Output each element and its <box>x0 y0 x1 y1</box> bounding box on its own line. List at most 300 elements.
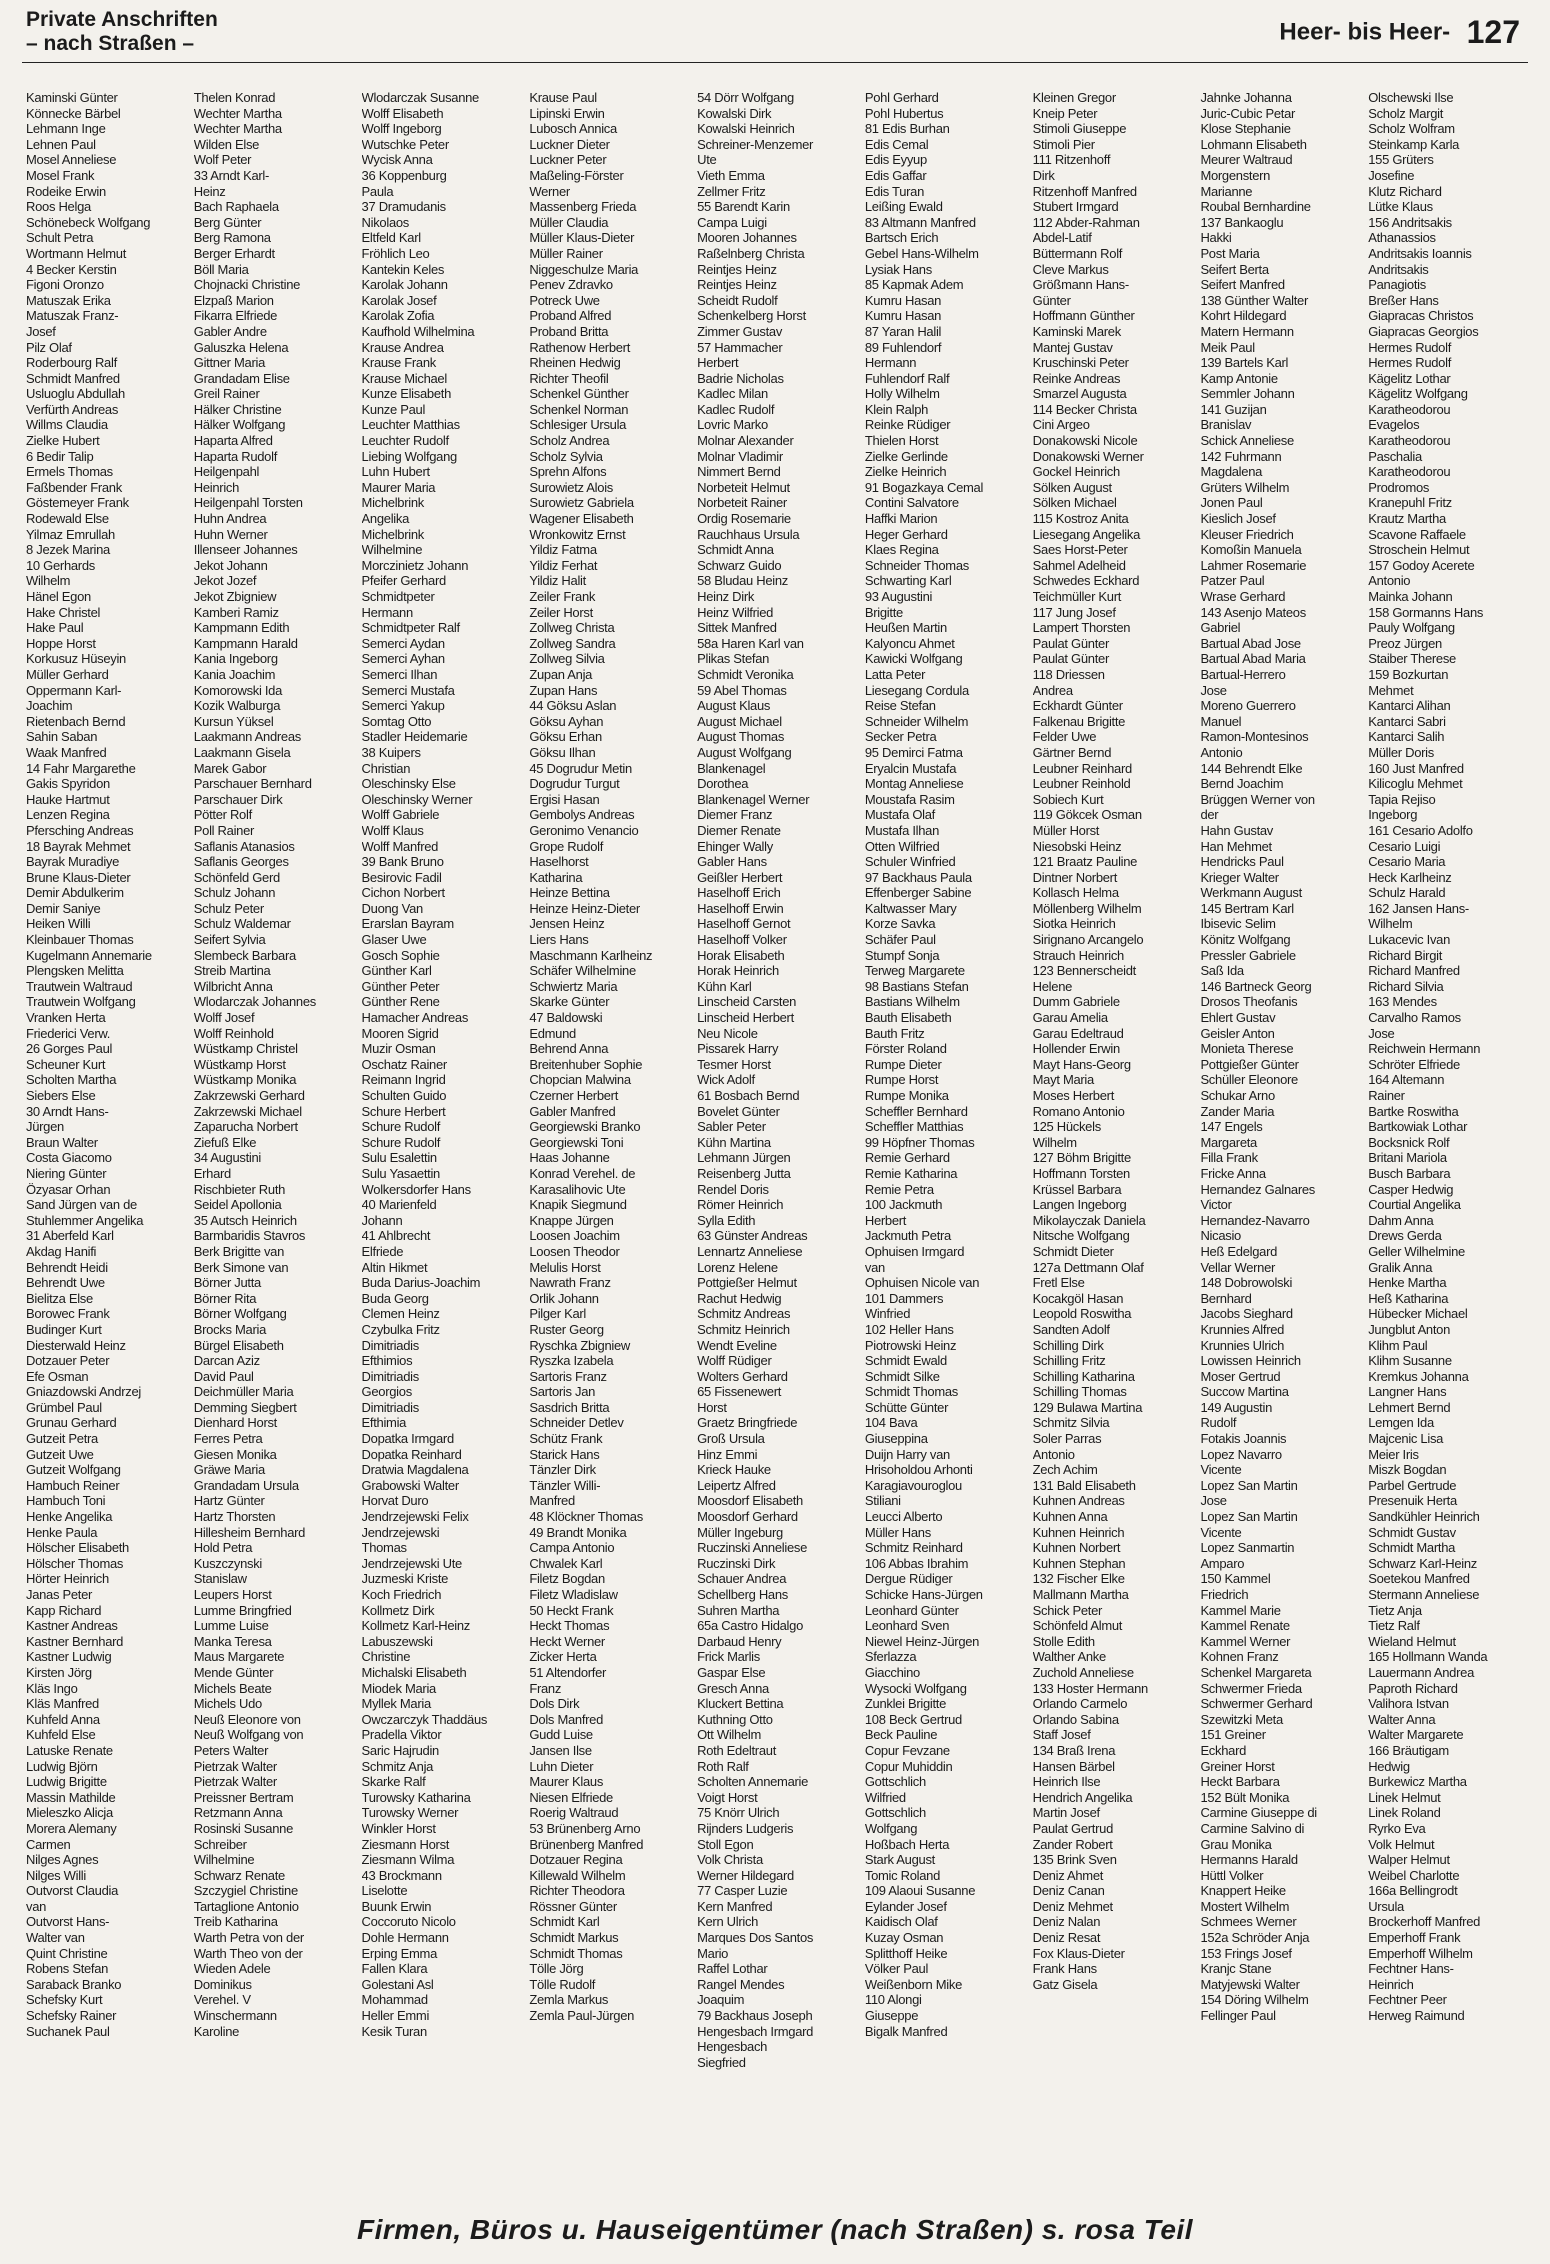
address-entry: Trautwein Wolfgang <box>26 994 136 1010</box>
address-entry: Schmidt Thomas <box>529 1945 623 1961</box>
address-entry: Lütke Klaus <box>1368 199 1433 215</box>
address-entry: Rendel Doris <box>697 1181 769 1197</box>
address-entry: Leipertz Alfred <box>697 1477 776 1493</box>
address-entry: Poll Rainer <box>193 822 255 838</box>
address-entry: Ibisevic Selim <box>1200 916 1276 932</box>
address-entry: Linek Helmut <box>1368 1789 1441 1805</box>
address-entry: Kranjc Stane <box>1200 1961 1272 1977</box>
address-entry: Kowalski Heinrich <box>697 121 795 137</box>
address-entry: Gniazdowski Andrzej <box>26 1384 141 1400</box>
address-entry: Müller Rainer <box>529 245 603 261</box>
address-entry: Stadler Heidemarie <box>361 729 468 745</box>
address-entry: 150 Kammel <box>1200 1571 1271 1587</box>
address-entry: Lowissen Heinrich <box>1200 1353 1301 1369</box>
address-entry: Schwermer Gerhard <box>1200 1696 1313 1712</box>
address-entry: 137 Bankaoglu <box>1200 214 1284 230</box>
address-entry: Seifert Sylvia <box>193 932 266 948</box>
address-entry: Knappe Jürgen <box>529 1212 614 1228</box>
address-entry: Georgios <box>361 1384 412 1400</box>
address-entry: Wutschke Peter <box>361 136 449 152</box>
address-entry: Niggeschulze Maria <box>529 261 639 277</box>
address-entry: Zemla Markus <box>529 1992 609 2008</box>
address-entry: Heiken Willi <box>26 916 91 932</box>
address-entry: Ruster Georg <box>529 1321 604 1337</box>
address-entry: Berk Simone van <box>193 1259 289 1275</box>
address-entry: Schwarting Karl <box>864 573 952 589</box>
address-entry: Klein Ralph <box>864 401 929 417</box>
address-entry: Graetz Bringfriede <box>697 1415 798 1431</box>
address-entry: Outvorst Hans- <box>26 1914 110 1930</box>
address-entry: Wolff Klaus <box>361 822 424 838</box>
address-entry: Leißing Ewald <box>864 199 943 215</box>
address-entry: Paulat Günter <box>1032 651 1109 667</box>
address-entry: 39 Bank Bruno <box>361 854 444 870</box>
address-entry: 10 Gerhards <box>26 557 95 573</box>
address-entry: Hillesheim Bernhard <box>193 1524 306 1540</box>
address-entry: Schick Anneliese <box>1200 433 1294 449</box>
address-entry: Wolff Elisabeth <box>361 105 444 121</box>
address-entry: August Klaus <box>697 698 771 714</box>
address-entry: Konrad Verehel. de <box>529 1165 636 1181</box>
address-entry: Turowsky Katharina <box>361 1789 471 1805</box>
address-entry: Zimmer Gustav <box>697 323 783 339</box>
address-entry: Tölle Rudolf <box>529 1976 596 1992</box>
address-column-5 <box>697 90 855 2192</box>
address-entry: Maurer Maria <box>361 479 436 495</box>
address-entry: Scholz Wolfram <box>1368 121 1455 137</box>
address-entry: Börner Jutta <box>193 1275 261 1291</box>
address-entry: Rainer <box>1368 1088 1405 1103</box>
address-entry: Reise Stefan <box>864 698 936 714</box>
address-entry: Schulz Johann <box>193 885 276 901</box>
address-entry: Roderbourg Ralf <box>26 355 117 371</box>
address-entry: Nimmert Bernd <box>697 464 781 480</box>
address-entry: Kohnen Franz <box>1200 1649 1279 1665</box>
address-entry: Dratwia Magdalena <box>361 1462 469 1478</box>
address-entry: Copur Fevzane <box>864 1742 950 1758</box>
address-entry: Costa Giacomo <box>26 1150 112 1166</box>
address-entry: 166a Bellingrodt <box>1368 1883 1458 1899</box>
address-entry: Brune Klaus-Dieter <box>26 869 131 885</box>
address-entry: Reimann Ingrid <box>361 1072 446 1088</box>
address-entry: Gresch Anna <box>697 1680 769 1696</box>
address-entry: Dogrudur Turgut <box>529 776 620 792</box>
address-entry: Siotka Heinrich <box>1032 916 1116 932</box>
address-entry: Könnecke Bärbel <box>26 105 121 121</box>
address-entry: Scholten Annemarie <box>697 1774 809 1790</box>
address-entry: Ursula <box>1368 1898 1404 1914</box>
page-header <box>0 0 1550 84</box>
address-entry: Bauth Fritz <box>864 1025 925 1041</box>
address-entry: Kalyoncu Ahmet <box>864 635 955 651</box>
address-entry: Saes Horst-Peter <box>1032 542 1128 558</box>
address-entry: Moser Gertrud <box>1200 1368 1281 1384</box>
address-entry: Seidel Apollonia <box>193 1197 282 1213</box>
address-entry: Heinze Bettina <box>529 885 610 901</box>
address-entry: Campa Luigi <box>697 214 767 230</box>
address-entry: 36 Koppenburg <box>361 167 447 183</box>
address-entry: Tietz Anja <box>1368 1602 1422 1618</box>
address-entry: Bayrak Muradiye <box>26 854 120 870</box>
address-entry: Figoni Oronzo <box>26 277 104 293</box>
address-entry: Ergisi Hasan <box>529 791 600 807</box>
address-entry: Klihm Susanne <box>1368 1353 1452 1369</box>
address-entry: Streib Martina <box>193 963 271 979</box>
address-entry: Tartaglione Antonio <box>193 1898 299 1914</box>
address-entry: Peters Walter <box>193 1742 269 1758</box>
address-entry: Göksu Ayhan <box>529 713 604 729</box>
address-entry: Darbaud Henry <box>697 1633 782 1649</box>
address-entry: 132 Fischer Elke <box>1032 1571 1125 1587</box>
address-entry: Gockel Heinrich <box>1032 464 1120 480</box>
address-entry: 87 Yaran Halil <box>864 323 942 339</box>
address-entry: Luckner Peter <box>529 152 607 168</box>
address-entry: Langner Hans <box>1368 1384 1447 1400</box>
address-entry: 156 Andritsakis <box>1368 214 1452 230</box>
address-entry: Hoppe Horst <box>26 635 96 651</box>
address-entry: Wilhelm <box>1368 916 1413 932</box>
address-entry: Schmitz Silvia <box>1032 1415 1110 1431</box>
address-entry: Andritsakis <box>1368 261 1429 277</box>
address-entry: Lennartz Anneliese <box>697 1243 803 1259</box>
address-entry: Dols Manfred <box>529 1711 604 1727</box>
address-entry: Barmbaridis Stavros <box>193 1228 306 1244</box>
address-entry: Sahin Saban <box>26 729 98 745</box>
address-entry: Jackmuth Petra <box>864 1228 951 1244</box>
address-entry: Ott Wilhelm <box>697 1727 761 1743</box>
address-entry: Kollasch Helma <box>1032 885 1119 901</box>
address-entry: Erping Emma <box>361 1945 437 1961</box>
address-entry: Reinke Andreas <box>1032 370 1121 386</box>
address-entry: Efthimios <box>361 1353 413 1369</box>
address-entry: Grope Rudolf <box>529 838 604 854</box>
address-entry: Berg Ramona <box>193 230 271 246</box>
address-entry: Kowalski Dirk <box>697 105 772 121</box>
address-entry: Jungblut Anton <box>1368 1321 1451 1337</box>
address-entry: Paulat Günter <box>1032 635 1109 651</box>
address-entry: Latuske Renate <box>26 1742 113 1758</box>
address-entry: Liesegang Cordula <box>864 682 969 698</box>
address-column-2 <box>194 90 352 2192</box>
address-entry: Carmine Giuseppe di <box>1200 1805 1317 1821</box>
address-entry: Sölken August <box>1032 479 1112 495</box>
address-entry: Sirignano Arcangelo <box>1032 932 1144 948</box>
address-entry: Jose <box>1368 1025 1395 1041</box>
address-entry: Wilhelmine <box>193 1852 255 1868</box>
address-entry: Lumme Luise <box>193 1618 269 1634</box>
address-entry: Mosel Frank <box>26 167 95 183</box>
address-entry: Tesmer Horst <box>697 1056 771 1072</box>
address-entry: Dahm Anna <box>1368 1212 1434 1228</box>
address-entry: Ermels Thomas <box>26 464 113 480</box>
address-entry: Schult Petra <box>26 230 94 246</box>
address-entry: Edmund <box>529 1025 576 1041</box>
address-entry: Schulz Harald <box>1368 885 1446 901</box>
address-entry: Lampert Thorsten <box>1032 620 1131 636</box>
address-entry: Saß Ida <box>1200 963 1244 979</box>
address-entry: Berg Günter <box>193 214 262 230</box>
address-entry: 98 Bastians Stefan <box>864 978 969 994</box>
address-entry: Juzmeski Kriste <box>361 1571 449 1587</box>
address-entry: Manuel <box>1200 713 1242 729</box>
address-entry: 101 Dammers <box>864 1290 944 1306</box>
address-entry: Sahmel Adelheid <box>1032 557 1126 573</box>
address-entry: Helene <box>1032 978 1073 994</box>
address-entry: Preoz Jürgen <box>1368 635 1442 651</box>
address-entry: Kläs Ingo <box>26 1680 78 1696</box>
address-entry: Breßer Hans <box>1368 292 1439 308</box>
address-entry: Kania Ingeborg <box>193 651 278 667</box>
address-entry: Hörter Heinrich <box>26 1571 109 1587</box>
address-entry: 6 Bedir Talip <box>26 448 94 464</box>
address-entry: Leonhard Sven <box>864 1618 950 1634</box>
address-entry: Warth Petra von der <box>193 1930 304 1946</box>
address-entry: Edis Eyyup <box>864 152 927 168</box>
address-entry: Schellberg Hans <box>697 1587 788 1602</box>
address-entry: Beck Pauline <box>864 1727 938 1743</box>
address-entry: Raffel Lothar <box>697 1961 768 1977</box>
address-entry: Janas Peter <box>26 1587 93 1602</box>
address-entry: Schilling Katharina <box>1032 1368 1135 1384</box>
address-entry: Kuhfeld Anna <box>26 1711 100 1727</box>
address-entry: Buda Darius-Joachim <box>361 1275 481 1291</box>
address-entry: Heilgenpahl <box>193 464 260 480</box>
address-entry: 163 Mendes <box>1368 994 1437 1010</box>
address-entry: Thelen Konrad <box>193 90 276 105</box>
address-entry: Cichon Norbert <box>361 885 445 901</box>
address-entry: Nikolaos <box>361 214 410 230</box>
address-entry: Lohmann Elisabeth <box>1200 136 1307 152</box>
address-entry: Trautwein Waltraud <box>26 978 133 994</box>
address-entry: Kamberi Ramiz <box>193 604 279 620</box>
address-entry: Christian <box>361 760 411 776</box>
address-entry: Saraback Branko <box>26 1976 122 1992</box>
address-entry: Kaidisch Olaf <box>864 1914 938 1930</box>
address-entry: Klihm Paul <box>1368 1337 1428 1353</box>
address-entry: Massenberg Frieda <box>529 199 637 215</box>
address-entry: Deniz Mehmet <box>1032 1898 1113 1914</box>
address-entry: Altin Hikmet <box>361 1259 428 1275</box>
address-entry: Jensen Heinz <box>529 916 605 932</box>
address-entry: Angelika <box>361 511 410 527</box>
address-entry: Breitenhuber Sophie <box>529 1056 643 1072</box>
address-entry: 63 Günster Andreas <box>697 1228 808 1244</box>
address-entry: Pietrzak Walter <box>193 1774 277 1790</box>
address-entry: Lehmert Bernd <box>1368 1399 1451 1415</box>
address-entry: Antonio <box>1032 1446 1075 1462</box>
address-entry: Lopez Sanmartin <box>1200 1540 1295 1556</box>
address-entry: Thielen Horst <box>864 433 939 449</box>
address-entry: Nitsche Wolfgang <box>1032 1228 1130 1244</box>
address-entry: 143 Asenjo Mateos <box>1200 604 1306 620</box>
address-entry: Heilgenpahl Torsten <box>193 495 303 511</box>
address-entry: Lemgen Ida <box>1368 1415 1434 1431</box>
address-entry: Kägelitz Wolfgang <box>1368 386 1468 402</box>
address-entry: Schmidtpeter Ralf <box>361 620 460 636</box>
address-entry: Schröter Elfriede <box>1368 1056 1460 1072</box>
address-entry: Ehinger Wally <box>697 838 773 854</box>
address-entry: Stimoli Giuseppe <box>1032 121 1127 137</box>
address-entry: Büttermann Rolf <box>1032 245 1123 261</box>
address-entry: Lipinski Erwin <box>529 105 605 121</box>
address-entry: Pottgießer Günter <box>1200 1056 1299 1072</box>
address-entry: Eylander Josef <box>864 1898 947 1914</box>
address-entry: Dimitriadis <box>361 1399 419 1415</box>
address-entry: Schreiner-Menzemer <box>697 136 814 152</box>
address-entry: Budinger Kurt <box>26 1321 102 1337</box>
address-entry: Geisler Anton <box>1200 1025 1275 1041</box>
address-entry: Fikarra Elfriede <box>193 308 278 324</box>
address-entry: Laakmann Andreas <box>193 729 301 745</box>
address-entry: Majcenic Lisa <box>1368 1431 1444 1447</box>
address-entry: Saflanis Atanasios <box>193 838 295 854</box>
address-entry: Carmen <box>26 1836 71 1852</box>
address-entry: Juric-Cubic Petar <box>1200 105 1296 121</box>
address-column-6 <box>865 90 1023 2192</box>
address-entry: Scholten Martha <box>26 1072 117 1088</box>
address-entry: Hakki <box>1200 230 1232 246</box>
address-entry: Zunklei Brigitte <box>864 1696 947 1712</box>
address-entry: Heinz Dirk <box>697 589 755 604</box>
address-entry: Quint Christine <box>26 1945 108 1961</box>
address-entry: Wilfried <box>864 1789 906 1805</box>
address-entry: 99 Höpfner Thomas <box>864 1134 975 1150</box>
address-entry: Carvalho Ramos <box>1368 1010 1461 1026</box>
address-entry: Grau Monika <box>1200 1836 1272 1852</box>
address-entry: Kumru Hasan <box>864 292 942 308</box>
address-entry: Bartke Roswitha <box>1368 1103 1459 1119</box>
address-entry: Roubal Bernhardine <box>1200 199 1311 215</box>
address-entry: Wilbricht Anna <box>193 978 273 994</box>
address-entry: Werner <box>529 183 570 199</box>
address-entry: Chojnacki Christine <box>193 277 301 293</box>
address-entry: Oschatz Rainer <box>361 1056 447 1072</box>
address-entry: Matuszak Franz- <box>26 308 119 324</box>
address-entry: Kuhfeld Else <box>26 1727 96 1743</box>
address-entry: Suhren Martha <box>697 1602 780 1618</box>
address-entry: Terweg Margarete <box>864 963 965 979</box>
address-entry: 146 Bartneck Georg <box>1200 978 1312 994</box>
address-entry: Gutzeit Petra <box>26 1431 98 1447</box>
address-entry: Bartual Abad Jose <box>1200 635 1301 651</box>
address-entry: Meik Paul <box>1200 339 1255 355</box>
address-entry: Cleve Markus <box>1032 261 1109 277</box>
address-entry: Ramon-Montesinos <box>1200 729 1309 745</box>
address-entry: 109 Alaoui Susanne <box>864 1883 976 1899</box>
address-entry: Zupan Hans <box>529 682 598 698</box>
address-entry: Pilz Olaf <box>26 339 72 355</box>
address-entry: Heinrich Ilse <box>1032 1774 1101 1790</box>
address-entry: Kozik Walburga <box>193 698 281 714</box>
address-entry: Klaes Regina <box>864 542 939 558</box>
address-entry: Vranken Herta <box>26 1010 106 1026</box>
address-entry: Gatz Gisela <box>1032 1976 1098 1992</box>
address-entry: 112 Abder-Rahman <box>1032 214 1140 230</box>
address-entry: Diesterwald Heinz <box>26 1337 126 1353</box>
address-entry: Tomic Roland <box>864 1867 941 1883</box>
address-entry: Schmitz Andreas <box>697 1306 791 1322</box>
address-entry: Heß Edelgard <box>1200 1243 1278 1259</box>
address-entry: Haas Johanne <box>529 1150 610 1166</box>
address-entry: Mayt Hans-Georg <box>1032 1056 1131 1072</box>
address-entry: Norbeteit Rainer <box>697 495 787 511</box>
address-entry: 142 Fuhrmann <box>1200 448 1282 464</box>
address-entry: Ehlert Gustav <box>1200 1010 1276 1026</box>
address-entry: Jose <box>1200 1493 1227 1509</box>
address-entry: Semerci Mustafa <box>361 682 455 698</box>
address-entry: Wortmann Helmut <box>26 245 127 261</box>
address-entry: Fricke Anna <box>1200 1165 1266 1181</box>
address-entry: Filla Frank <box>1200 1150 1258 1166</box>
address-entry: Proband Britta <box>529 323 609 339</box>
address-entry: Panagiotis <box>1368 277 1426 293</box>
address-entry: Semerci Ayhan <box>361 651 445 667</box>
address-entry: Lahmer Rosemarie <box>1200 557 1307 573</box>
address-entry: Garau Amelia <box>1032 1010 1108 1026</box>
address-entry: 133 Hoster Hermann <box>1032 1680 1148 1696</box>
address-entry: Kläs Manfred <box>26 1696 99 1712</box>
address-entry: Dopatka Irmgard <box>361 1431 454 1447</box>
address-entry: Heinze Heinz-Dieter <box>529 900 640 916</box>
address-entry: Chwalek Karl <box>529 1555 603 1571</box>
address-entry: Schulz Waldemar <box>193 916 291 932</box>
address-entry: Börner Rita <box>193 1290 257 1306</box>
address-entry: Kluckert Bettina <box>697 1696 784 1712</box>
address-entry: Rauchhaus Ursula <box>697 526 800 542</box>
address-entry: Fallen Klara <box>361 1961 428 1977</box>
address-entry: 75 Knörr Ulrich <box>697 1805 780 1821</box>
address-entry: Hübecker Michael <box>1368 1306 1468 1322</box>
address-entry: Emperhoff Frank <box>1368 1930 1461 1946</box>
address-entry: Schulten Guido <box>361 1088 447 1103</box>
address-entry: Grümbel Paul <box>26 1399 102 1415</box>
address-entry: Wendt Eveline <box>697 1337 777 1353</box>
address-entry: Krunnies Ulrich <box>1200 1337 1285 1353</box>
address-entry: 157 Godoy Acerete <box>1368 557 1475 573</box>
address-entry: Demir Saniye <box>26 900 101 916</box>
address-entry: Kammel Marie <box>1200 1602 1281 1618</box>
address-entry: Succow Martina <box>1200 1384 1289 1400</box>
address-entry: Lehmann Inge <box>26 121 106 137</box>
address-entry: Semerci Aydan <box>361 635 445 651</box>
address-entry: Parschauer Bernhard <box>193 776 312 792</box>
address-entry: Emperhoff Wilhelm <box>1368 1945 1473 1961</box>
address-entry: Athanassios <box>1368 230 1436 246</box>
address-entry: Bastians Wilhelm <box>864 994 960 1010</box>
address-entry: Skarke Ralf <box>361 1774 426 1790</box>
address-entry: Walter van <box>26 1930 85 1946</box>
address-entry: Leuchter Rudolf <box>361 433 449 449</box>
address-entry: Steinkamp Karla <box>1368 136 1460 152</box>
address-entry: Joaquim <box>697 1992 745 2008</box>
address-entry: Ludwig Brigitte <box>26 1774 107 1790</box>
address-entry: Patzer Paul <box>1200 573 1265 589</box>
address-entry: Morgenstern <box>1200 167 1271 183</box>
address-entry: Hansen Bärbel <box>1032 1758 1115 1774</box>
address-entry: Rumpe Dieter <box>864 1056 942 1072</box>
address-entry: Vellar Werner <box>1200 1259 1276 1275</box>
address-entry: Margareta <box>1200 1134 1257 1150</box>
address-entry: Kammel Renate <box>1200 1618 1290 1634</box>
address-entry: Neuß Eleonore von <box>193 1711 301 1727</box>
address-entry: Sasdrich Britta <box>529 1399 610 1415</box>
address-entry: Efe Osman <box>26 1368 89 1384</box>
address-entry: Reisenberg Jutta <box>697 1165 791 1181</box>
address-entry: 55 Barendt Karin <box>697 199 790 215</box>
address-entry: Olschewski Ilse <box>1368 90 1454 105</box>
address-entry: Dintner Norbert <box>1032 869 1118 885</box>
section-title-line2: – nach Straßen – <box>26 32 195 55</box>
